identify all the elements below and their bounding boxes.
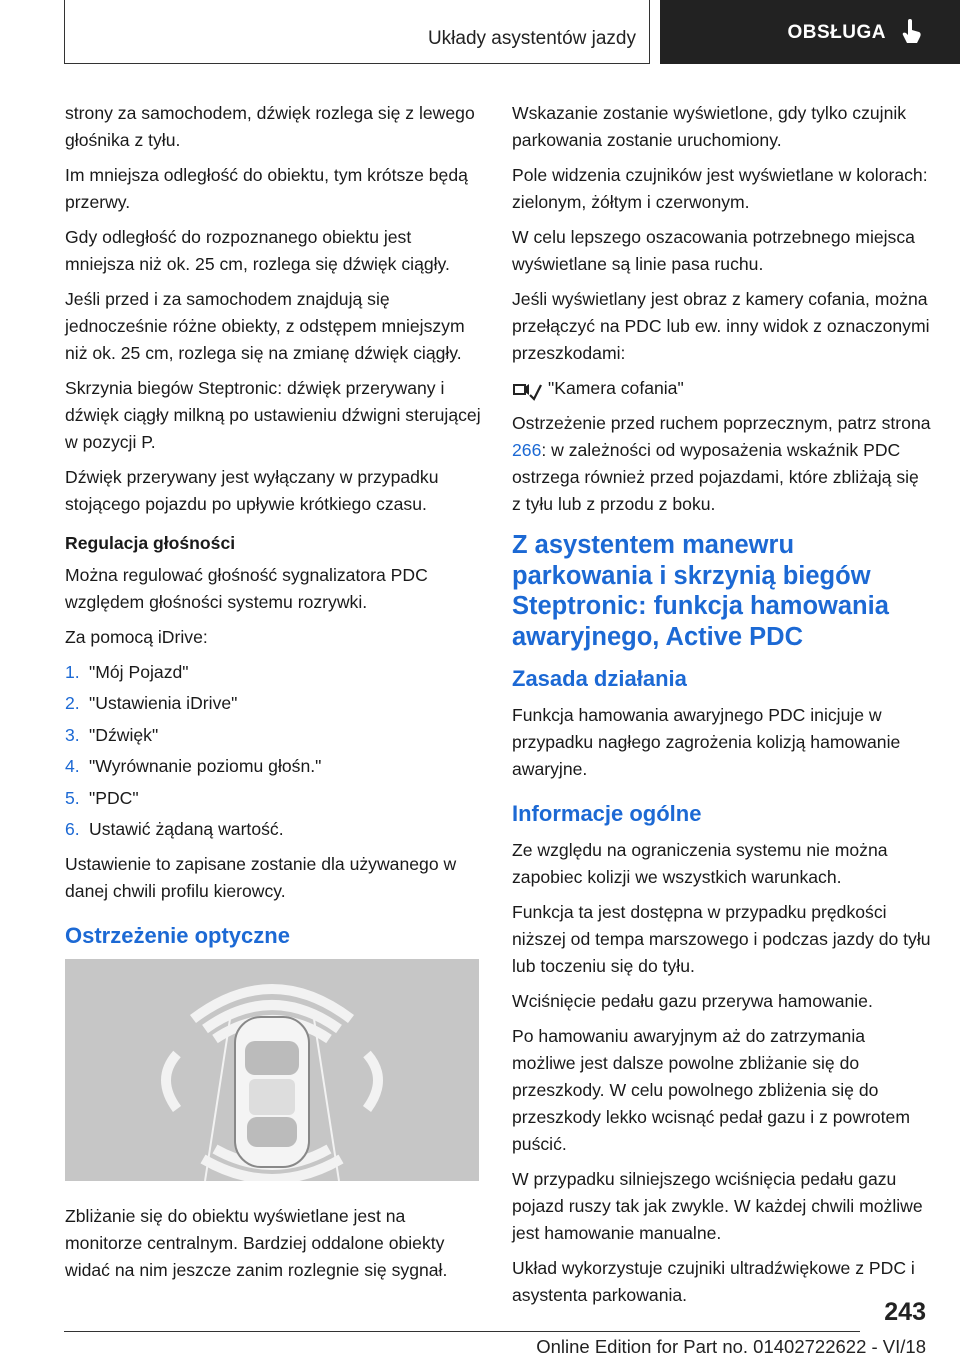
principle-heading: Zasada działania: [512, 666, 687, 691]
paragraph: strony za samochodem, dźwięk rozlega się z lewego głośnika z tyłu.: [65, 103, 475, 150]
step-text: "Ustawienia iDrive": [89, 693, 238, 714]
list-item: [65, 659, 485, 686]
figure-caption: Zbliżanie się do obiektu wyświetlane jest na monitorze centralnym. Bardziej oddalone obiekty widać na nim jeszcze zanim rozlegnie się sygnał.: [65, 1205, 448, 1280]
paragraph: Funkcja ta jest dostępna w przypadku prędkości niższej od tempa marszowego i podczas jazdy do tyłu lub toczeniu się do tyłu.: [512, 902, 931, 976]
step-number: 4.: [65, 756, 80, 777]
rear-camera-icon: [512, 377, 542, 401]
paragraph: Pole widzenia czujników jest wyświetlane w kolorach: zielonym, żółtym i czerwonym.: [512, 165, 928, 212]
step-list: [65, 659, 485, 843]
hand-pointer-icon: [900, 18, 924, 46]
paragraph: Jeśli przed i za samochodem znajdują się jednocześnie różne obiekty, z odstępem mniejszym niż ok. 25 cm, rozlega się na zmianę dźwięk ciągły.: [65, 289, 465, 363]
paragraph: W celu lepszego oszacowania potrzebnego miejsca wyświetlane są linie pasa ruchu.: [512, 227, 915, 274]
paragraph: Wskazanie zostanie wyświetlone, gdy tylko czujnik parkowania zostanie uruchomiony.: [512, 103, 907, 150]
page-link[interactable]: 266: [512, 440, 542, 460]
right-column: [512, 100, 932, 1317]
chapter-tab-label: OBSŁUGA: [787, 22, 886, 43]
paragraph: Im mniejsza odległość do obiektu, tym krótsze będą przerwy.: [65, 165, 468, 212]
paragraph: Gdy odległość do rozpoznanego obiektu jest mniejsza niż ok. 25 cm, rozlega się dźwięk ciągły.: [65, 227, 450, 274]
list-item: [65, 690, 485, 717]
paragraph: [512, 410, 932, 518]
paragraph: Ustawienie to zapisane zostanie dla używanego w danej chwili profilu kierowcy.: [65, 853, 457, 901]
paragraph: Skrzynia biegów Steptronic: dźwięk przerywany i dźwięk ciągły milkną po ustawieniu dźwigni sterującej w pozycji P.: [65, 378, 481, 452]
paragraph: Układ wykorzystuje czujniki ultradźwiękowe z PDC i asystenta parkowania.: [512, 1258, 915, 1305]
step-text: Ustawić żądaną wartość.: [89, 818, 284, 839]
step-text: "Mój Pojazd": [89, 662, 189, 682]
pdc-figure: [65, 959, 479, 1181]
paragraph: Jeśli wyświetlany jest obraz z kamery cofania, można przełączyć na PDC lub ew. inny widok z oznaczonymi przeszkodami:: [512, 289, 930, 363]
paragraph: Po hamowaniu awaryjnym aż do zatrzymania możliwe jest dalsze powolne zbliżanie się do przeszkody. W celu powolnego zbliżenia się do przeszkody lekko wcisnąć pedał gazu i z powrotem puścić.: [512, 1026, 910, 1154]
volume-heading: Regulacja głośności: [65, 533, 236, 553]
list-item: [65, 816, 485, 843]
paragraph: Za pomocą iDrive:: [65, 627, 208, 647]
step-number: 5.: [65, 787, 80, 808]
step-text: "PDC": [89, 787, 139, 808]
paragraph: Ze względu na ograniczenia systemu nie można zapobiec kolizji we wszystkich warunkach.: [512, 840, 888, 887]
footer-divider: [64, 1331, 860, 1332]
paragraph: Można regulować głośność sygnalizatora PDC względem głośności systemu rozrywki.: [65, 565, 428, 612]
chapter-tab[interactable]: [660, 0, 960, 64]
left-column: [65, 100, 485, 1292]
paragraph: W przypadku silniejszego wciśnięcia pedału gazu pojazd ruszy tak jak zwykle. W każdej chwili możliwe jest hamowanie manualne.: [512, 1169, 923, 1243]
general-heading: Informacje ogólne: [512, 801, 702, 826]
text-fragment: Ostrzeżenie przed ruchem poprzecznym, patrz strona: [512, 413, 931, 433]
list-item: [65, 785, 485, 812]
optical-heading: Ostrzeżenie optyczne: [65, 922, 290, 948]
step-text: "Dźwięk": [89, 724, 159, 745]
paragraph: Wciśnięcie pedału gazu przerywa hamowanie.: [512, 991, 873, 1011]
text-fragment: : w zależności od wyposażenia wskaźnik PDC ostrzega również przed pojazdami, które zbliżają się z tyłu lub z przodu z boku.: [512, 440, 919, 514]
step-number: 3.: [65, 724, 80, 745]
main-heading: Z asystentem manewru parkowania i skrzynią biegów Steptronic: funkcja hamowania awaryjnego, Active PDC: [512, 531, 889, 651]
camera-option: [512, 375, 932, 402]
page-number: 243: [884, 1298, 926, 1326]
camera-label: "Kamera cofania": [548, 378, 684, 398]
step-number: 6.: [65, 818, 80, 839]
paragraph: Funkcja hamowania awaryjnego PDC inicjuje w przypadku nagłego zagrożenia kolizją hamowanie awaryjne.: [512, 705, 901, 779]
footer-edition: Online Edition for Part no. 01402722622 - VI/18: [536, 1336, 926, 1357]
step-number: 2.: [65, 693, 80, 714]
step-text: "Wyrównanie poziomu głośn.": [89, 756, 322, 777]
paragraph: Dźwięk przerywany jest wyłączany w przypadku stojącego pojazdu po upływie krótkiego czasu.: [65, 467, 439, 514]
list-item: [65, 753, 485, 780]
list-item: [65, 722, 485, 749]
step-number: 1.: [65, 662, 80, 682]
pdc-illustration: [65, 959, 479, 1181]
section-title: Układy asystentów jazdy: [427, 28, 636, 49]
